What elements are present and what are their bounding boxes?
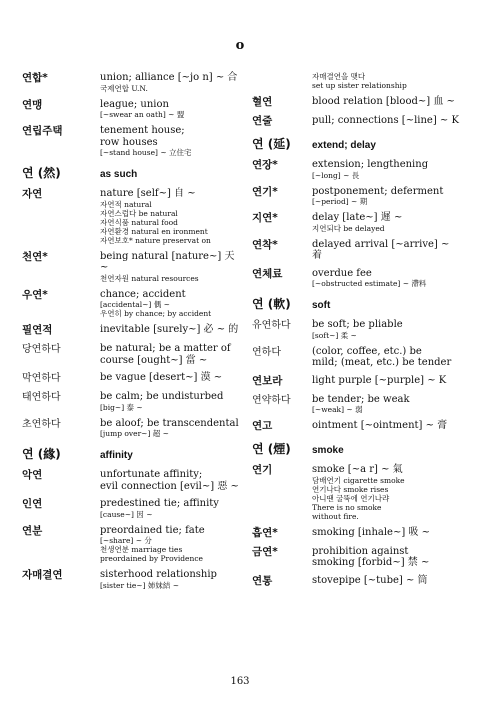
section-label: as such <box>100 169 138 180</box>
dictionary-entry <box>22 251 244 283</box>
entry-definition <box>100 99 244 120</box>
dictionary-entry <box>252 239 462 262</box>
headword: 인연 <box>22 498 43 510</box>
entry-definition <box>312 268 462 289</box>
headword: 연기 <box>252 464 273 476</box>
headword: 천연* <box>22 250 48 263</box>
dictionary-entry <box>252 464 462 521</box>
dictionary-entry <box>252 96 462 109</box>
entry-definition <box>312 212 462 233</box>
example-note: [~long] ~ 長 <box>312 170 360 180</box>
gloss-line: be vague [desert~] 漠 ~ <box>100 372 223 383</box>
dictionary-entry <box>252 115 462 128</box>
headword: 연맹 <box>22 98 43 111</box>
section-header <box>22 167 244 180</box>
section-label: soft <box>312 300 331 311</box>
headword: 당연하다 <box>22 344 61 355</box>
gloss-line: tenement house; <box>100 125 185 136</box>
example-note: 국제연합 U.N. <box>100 83 148 93</box>
entry-definition <box>100 418 244 439</box>
dictionary-entry <box>22 99 244 120</box>
example-note: 아니땐 굴뚝에 연기나랴 <box>312 493 390 503</box>
entry-definition <box>100 72 244 93</box>
dictionary-entry <box>22 289 244 319</box>
example-note: 천연자원 natural resources <box>100 273 199 283</box>
headword: 막연하다 <box>22 373 61 384</box>
dictionary-entry <box>22 125 244 157</box>
example-note: without fire. <box>312 511 359 521</box>
gloss-line: be soft; be pliable <box>312 319 403 330</box>
example-note: [cause~] 因 ~ <box>100 509 153 519</box>
gloss-line: course [ought~] 當 ~ <box>100 354 208 366</box>
dictionary-entry <box>22 324 244 337</box>
entry-definition <box>100 469 244 492</box>
dictionary-entry <box>252 319 462 340</box>
dictionary-entry <box>22 188 244 245</box>
entry-definition <box>312 72 462 90</box>
headword: 연체료 <box>252 267 283 280</box>
gloss-line: be tender; be weak <box>312 393 410 405</box>
entry-definition <box>312 115 462 127</box>
gloss-line: smoking [inhale~] 吸 ~ <box>312 526 430 538</box>
gloss-line: stovepipe [~tube] ~ 筒 <box>312 574 428 586</box>
entry-definition <box>100 372 244 384</box>
entry-definition <box>100 343 244 366</box>
gloss-line: light purple [~purple] ~ K <box>312 374 447 386</box>
gloss-line: prohibition against <box>312 545 409 557</box>
section-header <box>252 138 462 151</box>
gloss-line: overdue fee <box>312 267 372 279</box>
section-character: 연 (延) <box>252 137 291 151</box>
section-header <box>22 448 244 461</box>
example-note: [jump over~] 超 ~ <box>100 429 169 438</box>
gloss-line: be natural; be a matter of <box>100 343 231 354</box>
dictionary-entry <box>22 469 244 492</box>
headword: 초연하다 <box>22 418 61 430</box>
entry-definition <box>100 324 244 336</box>
headword: 연기* <box>252 185 278 198</box>
right-column <box>252 72 462 594</box>
example-note: 자연환경 natural en ironment <box>100 226 208 236</box>
headword: 필연적 <box>22 324 53 336</box>
section-label: extend; delay <box>312 140 376 151</box>
example-note: 천생연분 marriage ties <box>100 545 183 554</box>
headword: 태연하다 <box>22 392 61 403</box>
section-character: 연 (煙) <box>252 442 291 456</box>
entry-definition <box>100 251 244 283</box>
gloss-line: (color, coffee, etc.) be <box>312 345 422 357</box>
section-header <box>252 298 462 311</box>
gloss-line: unfortunate affinity; <box>100 469 203 480</box>
example-note: [sister tie~] 姉妹結 ~ <box>100 580 180 590</box>
gloss-line: row houses <box>100 136 158 148</box>
example-note: 자연식품 natural food <box>100 217 178 227</box>
entry-definition <box>312 346 462 369</box>
dictionary-entry <box>22 372 244 385</box>
example-note: preordained by Providence <box>100 554 203 563</box>
entry-definition <box>312 239 462 262</box>
entry-definition <box>312 186 462 207</box>
gloss-line: blood relation [blood~] 血 ~ <box>312 96 455 107</box>
headword: 연약하다 <box>252 394 291 406</box>
section-character: 연 (然) <box>22 166 61 180</box>
gloss-line: postponement; deferment <box>312 185 444 197</box>
gloss-line: being natural [nature~] 天 ~ <box>100 250 235 273</box>
dictionary-entry <box>22 418 244 439</box>
example-note: 담배연기 cigarette smoke <box>312 475 405 485</box>
page-header-letter: o <box>235 38 245 53</box>
section-character: 연 (緣) <box>22 447 61 461</box>
gloss-line: pull; connections [~line] ~ K <box>312 115 459 126</box>
dictionary-entry <box>252 268 462 289</box>
gloss-line: ointment [~ointment] ~ 膏 <box>312 420 448 431</box>
example-note: [~swear an oath] ~ 盟 <box>100 110 185 119</box>
headword: 지연* <box>252 212 278 224</box>
headword: 자매결연 <box>22 569 63 581</box>
dictionary-entry <box>22 72 244 93</box>
entry-definition <box>100 125 244 157</box>
example-note: [~period] ~ 期 <box>312 197 368 206</box>
example-note: There is no smoke <box>312 502 382 512</box>
entry-definition <box>312 319 462 340</box>
headword: 연착* <box>252 238 278 251</box>
entry-definition <box>312 546 462 569</box>
dictionary-entry <box>22 498 244 519</box>
headword: 금연* <box>252 545 278 558</box>
dictionary-entry <box>252 375 462 388</box>
example-note: [accidental~] 偶 ~ <box>100 300 170 309</box>
gloss-line: preordained tie; fate <box>100 524 205 536</box>
entry-definition <box>312 96 462 108</box>
headword: 연줄 <box>252 115 273 127</box>
headword: 유연하다 <box>252 320 291 331</box>
gloss-line: union; alliance [~jo n] ~ 合 <box>100 72 238 83</box>
headword: 악연 <box>22 469 43 481</box>
entry-definition <box>100 569 244 590</box>
example-note: [soft~] 柔 ~ <box>312 330 357 340</box>
page-number: 163 <box>230 676 250 687</box>
headword: 연분 <box>22 524 43 537</box>
headword: 연고 <box>252 420 273 432</box>
dictionary-entry <box>22 343 244 366</box>
example-note: [~share] ~ 分 <box>100 536 152 545</box>
dictionary-entry <box>252 527 462 540</box>
section-label: affinity <box>100 450 133 461</box>
gloss-line: evil connection [evil~] 惡 ~ <box>100 480 239 492</box>
headword: 연보라 <box>252 374 283 387</box>
headword: 혈연 <box>252 96 273 108</box>
dictionary-entry <box>252 346 462 369</box>
headword: 연하다 <box>252 346 281 358</box>
example-note: [~weak] ~ 弱 <box>312 405 363 414</box>
section-label: smoke <box>312 445 344 456</box>
gloss-line: smoking [forbid~] 禁 ~ <box>312 557 430 568</box>
gloss-line: smoke [~a r] ~ 氣 <box>312 464 403 475</box>
dictionary-entry <box>22 569 244 590</box>
example-note: 지연되다 be delayed <box>312 223 385 233</box>
entry-definition <box>100 289 244 319</box>
example-note: 자연스럽다 be natural <box>100 208 178 218</box>
entry-definition <box>100 525 244 564</box>
dictionary-entry <box>252 394 462 415</box>
example-note: [~obstructed estimate] ~ 滯料 <box>312 279 427 288</box>
dictionary-entry <box>22 525 244 564</box>
example-note: [big~] 泰 ~ <box>100 402 143 412</box>
gloss-line: delay [late~] 遲 ~ <box>312 212 403 223</box>
entry-definition <box>312 159 462 180</box>
continued-entry <box>252 72 462 90</box>
headword: 연통 <box>252 574 273 587</box>
gloss-line: inevitable [surely~] 必 ~ 的 <box>100 324 239 335</box>
dictionary-entry <box>252 420 462 433</box>
section-character: 연 (軟) <box>252 297 291 311</box>
entry-definition <box>100 498 244 519</box>
dictionary-entry <box>252 159 462 180</box>
entry-definition <box>100 188 244 245</box>
headword: 연장* <box>252 159 278 171</box>
headword: 우연* <box>22 288 48 301</box>
example-note: set up sister relationship <box>312 81 407 90</box>
entry-definition <box>312 394 462 415</box>
gloss-line: be aloof; be transcendental <box>100 417 239 429</box>
entry-definition <box>312 420 462 432</box>
left-column <box>22 72 244 596</box>
dictionary-entry <box>252 575 462 588</box>
gloss-line: nature [self~] 自 ~ <box>100 188 196 199</box>
entry-definition <box>312 575 462 587</box>
entry-definition <box>312 375 462 387</box>
example-note: 자매결연을 맺다 <box>312 72 366 81</box>
gloss-line: league; union <box>100 98 169 110</box>
example-note: 연기나다 smoke rises <box>312 484 389 494</box>
headword: 연합* <box>22 72 48 84</box>
gloss-line: mild; (meat, etc.) be tender <box>312 357 452 368</box>
gloss-line: delayed arrival [~arrive] ~ 着 <box>312 238 450 261</box>
gloss-line: chance; accident <box>100 288 186 300</box>
gloss-line: sisterhood relationship <box>100 569 217 580</box>
example-note: 자연적 natural <box>100 199 152 209</box>
entry-definition <box>312 527 462 539</box>
section-header <box>252 443 462 456</box>
gloss-line: extension; lengthening <box>312 159 429 170</box>
example-note: 우연히 by chance; by accident <box>100 309 212 318</box>
dictionary-entry <box>22 391 244 412</box>
entry-definition <box>100 391 244 412</box>
example-note: [~stand house] ~ 立住宅 <box>100 148 192 157</box>
gloss-line: predestined tie; affinity <box>100 498 219 509</box>
headword: 자연 <box>22 188 43 200</box>
entry-definition <box>312 464 462 521</box>
gloss-line: be calm; be undisturbed <box>100 391 224 402</box>
dictionary-entry <box>252 546 462 569</box>
example-note: 자연보호* nature preservat on <box>100 235 211 245</box>
dictionary-entry <box>252 186 462 207</box>
headword: 연립주택 <box>22 125 63 137</box>
dictionary-entry <box>252 212 462 233</box>
headword: 흡연* <box>252 526 278 539</box>
